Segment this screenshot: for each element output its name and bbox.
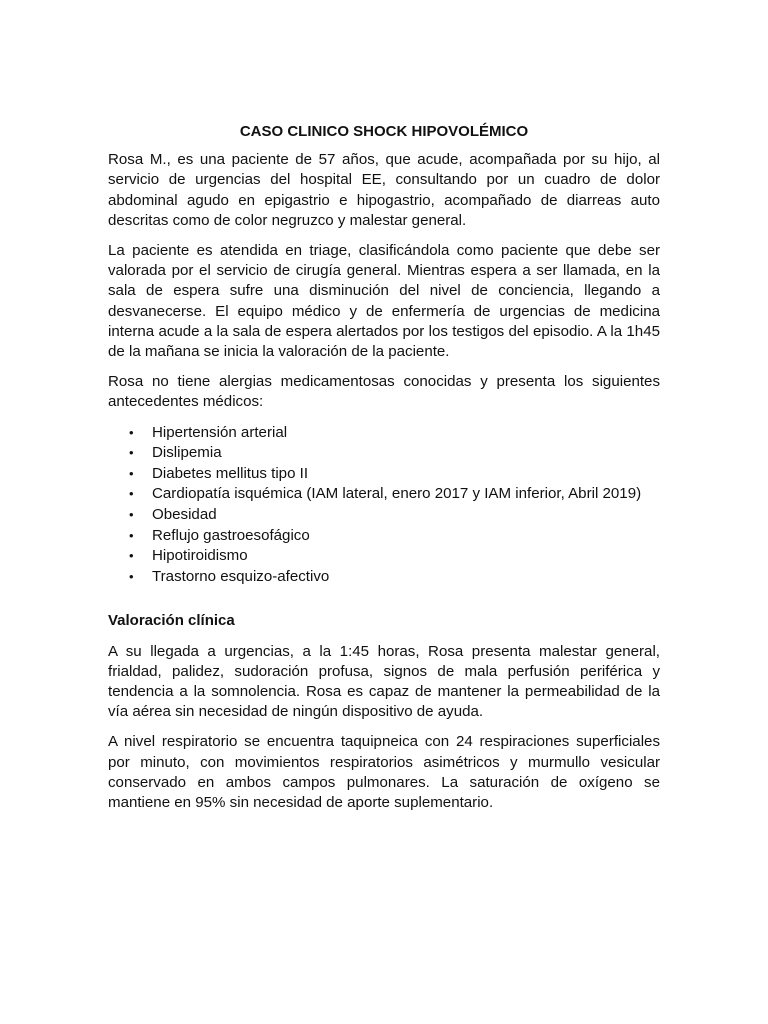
list-item xyxy=(129,546,660,567)
list-item xyxy=(129,484,660,505)
bullet-icon: • xyxy=(129,507,134,523)
list-item xyxy=(129,567,660,588)
list-item xyxy=(129,464,660,485)
bullet-icon: • xyxy=(129,548,134,564)
list-item-text: Reflujo gastroesofágico xyxy=(152,526,310,544)
list-item-text: Trastorno esquizo-afectivo xyxy=(152,567,330,585)
paragraph-intro-1: Rosa M., es una paciente de 57 años, que acude, acompañada por su hijo, al servicio de urgencias del hospital EE, consultando por un cuadro de dolor abdominal agudo en epigastrio e hipogastrio, acompañado de diarreas auto descritas como de color negruzco y malestar general. xyxy=(108,151,660,229)
section-heading: Valoración clínica xyxy=(108,612,235,630)
list-item xyxy=(129,423,660,444)
antecedentes-list xyxy=(108,423,660,588)
list-item xyxy=(129,526,660,547)
bullet-icon: • xyxy=(129,527,134,543)
bullet-icon: • xyxy=(129,445,134,461)
list-item xyxy=(129,505,660,526)
list-item xyxy=(129,443,660,464)
document-page xyxy=(108,122,660,823)
paragraph-valoracion-2: A nivel respiratorio se encuentra taquipneica con 24 respiraciones superficiales por minuto, con movimientos respiratorios asimétricos y murmullo vesicular conservado en ambos campos pulmonares. La saturación de oxígeno se mantiene en 95% sin necesidad de aporte suplementario. xyxy=(108,733,660,812)
paragraph-valoracion-1: A su llegada a urgencias, a la 1:45 horas, Rosa presenta malestar general, frialdad, palidez, sudoración profusa, signos de mala perfusión periférica y tendencia a la somnolencia. Rosa es capaz de mantener la permeabilidad de la vía aérea sin necesidad de ningún dispositivo de ayuda. xyxy=(108,642,660,721)
bullet-icon: • xyxy=(129,486,134,502)
list-item-text: Diabetes mellitus tipo II xyxy=(152,464,309,482)
list-item-text: Dislipemia xyxy=(152,444,222,462)
list-item-text: Cardiopatía isquémica (IAM lateral, enero 2017 y IAM inferior, Abril 2019) xyxy=(152,485,642,503)
document-title: CASO CLINICO SHOCK HIPOVOLÉMICO xyxy=(239,123,529,140)
paragraph-intro-3: Rosa no tiene alergias medicamentosas conocidas y presenta los siguientes antecedentes médicos: xyxy=(108,373,660,411)
list-item-text: Hipertensión arterial xyxy=(152,423,288,441)
bullet-icon: • xyxy=(129,568,134,584)
bullet-icon: • xyxy=(129,424,134,440)
list-item-text: Obesidad xyxy=(152,506,217,524)
paragraph-intro-2: La paciente es atendida en triage, clasificándola como paciente que debe ser valorada por el servicio de cirugía general. Mientras espera a ser llamada, en la sala de espera sufre una disminución del nivel de conciencia, llegando a desvanecerse. El equipo médico y de enfermería de urgencias de medicina interna acude a la sala de espera alertados por los testigos del episodio. A la 1h45 de la mañana se inicia la valoración de la paciente. xyxy=(108,242,660,361)
bullet-icon: • xyxy=(129,465,134,481)
list-item-text: Hipotiroidismo xyxy=(152,547,248,565)
